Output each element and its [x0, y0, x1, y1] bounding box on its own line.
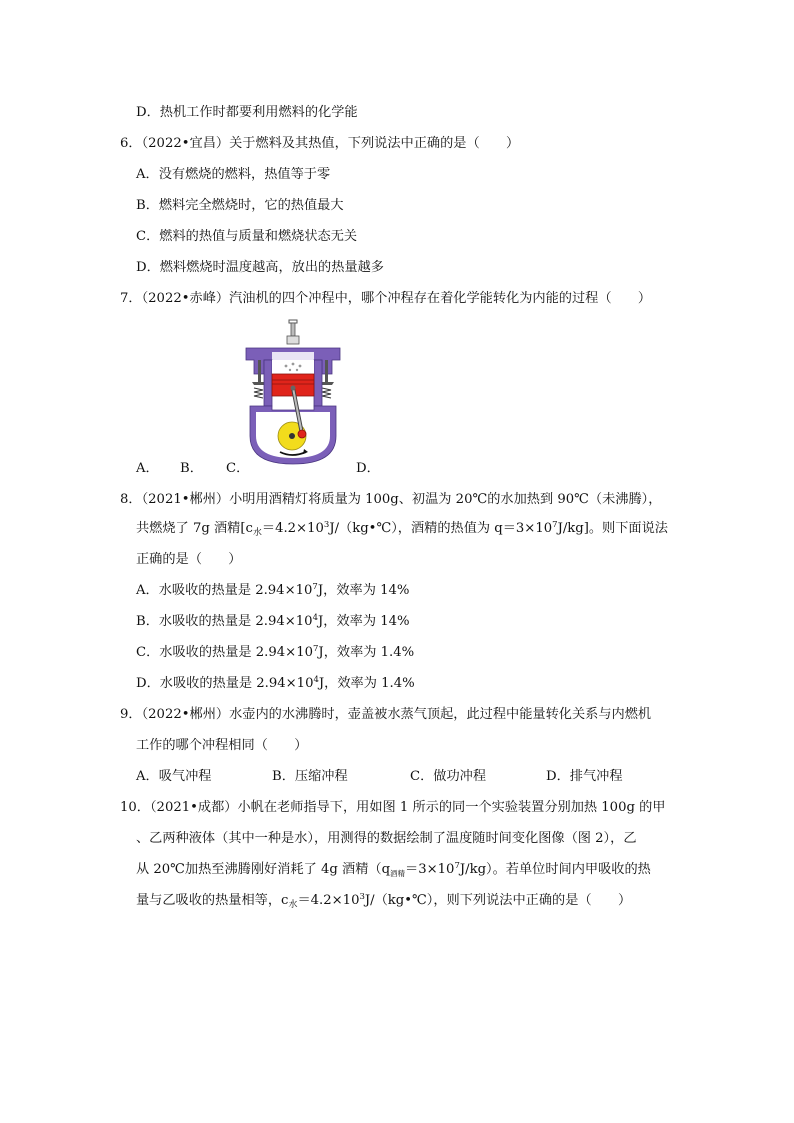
q8-stem-line2: 共燃烧了 7g 酒精[$c_水=4.2\times 10^3J/(kg•℃)$，酒精的热值为 $q=3\times 10^7J/kg$]。则下面说法 — [136, 520, 668, 538]
q9-option-b: B．压缩冲程 — [272, 769, 348, 784]
q10-stem-line1: 10．（2021•成都）小帆在老师指导下，用如图 1 所示的同一个实验装置分别加热 100g 的甲 — [120, 800, 666, 815]
q8-stem-line1: 8．（2021•郴州）小明用酒精灯将质量为 100g、初温为 20℃的水加热到 90℃（未沸腾）， — [120, 492, 662, 507]
q8-option-c: C．水吸收的热量是 $2.94\times 10^7J$，效率为 1.4% — [136, 644, 415, 660]
engine-cylinder-icon — [242, 318, 344, 466]
q10-stem-line2: 、乙两种液体（其中一种是水），用测得的数据绘制了温度随时间变化图像（图 2），乙 — [136, 831, 637, 846]
q7-option-d: D． — [356, 461, 380, 476]
q6-option-a: A．没有燃烧的燃料，热值等于零 — [136, 167, 331, 182]
q7-stem: 7．（2022•赤峰）汽油机的四个冲程中，哪个冲程存在着化学能转化为内能的过程（ ） — [120, 291, 652, 306]
q9-stem-line2: 工作的哪个冲程相同（ ） — [136, 738, 308, 753]
q9-stem-line1: 9．（2022•郴州）水壶内的水沸腾时，壶盖被水蒸气顶起，此过程中能量转化关系与内燃机 — [120, 707, 652, 722]
q8-option-b: B．水吸收的热量是 $2.94\times 10^4J$，效率为 14% — [136, 613, 410, 629]
q10-stem-line3: 从 20℃加热至沸腾刚好消耗了 4g 酒精$(q_{酒精}=3\times 10^7J/kg)$。若单位时间内甲吸收的热 — [136, 861, 651, 878]
q9-option-a: A．吸气冲程 — [136, 769, 212, 784]
q6-option-c: C．燃料的热值与质量和燃烧状态无关 — [136, 229, 358, 244]
q7-option-c: C． — [226, 461, 250, 476]
q9-option-d: D．排气冲程 — [546, 769, 623, 784]
q6-option-d: D．燃料燃烧时温度越高，放出的热量越多 — [136, 260, 384, 275]
q10-stem-line4: 量与乙吸收的热量相等，$c_水=4.2\times 10^3J/(kg•℃)$，则下列说法中正确的是（ ） — [136, 892, 632, 910]
q7-option-a: A． — [136, 461, 159, 476]
q9-option-c: C．做功冲程 — [410, 769, 487, 784]
q8-stem-line3: 正确的是（ ） — [136, 552, 242, 567]
q6-stem: 6．（2022•宜昌）关于燃料及其热值，下列说法中正确的是（ ） — [120, 136, 520, 151]
q8-option-a: A．水吸收的热量是 $2.94\times 10^7J$，效率为 14% — [136, 582, 410, 598]
q8-option-d: D．水吸收的热量是 $2.94\times 10^4J$，效率为 1.4% — [136, 675, 415, 691]
q6-option-b: B．燃料完全燃烧时，它的热值最大 — [136, 198, 344, 213]
q5-option-d: D．热机工作时都要利用燃料的化学能 — [136, 105, 358, 120]
q7-option-b: B． — [180, 461, 203, 476]
